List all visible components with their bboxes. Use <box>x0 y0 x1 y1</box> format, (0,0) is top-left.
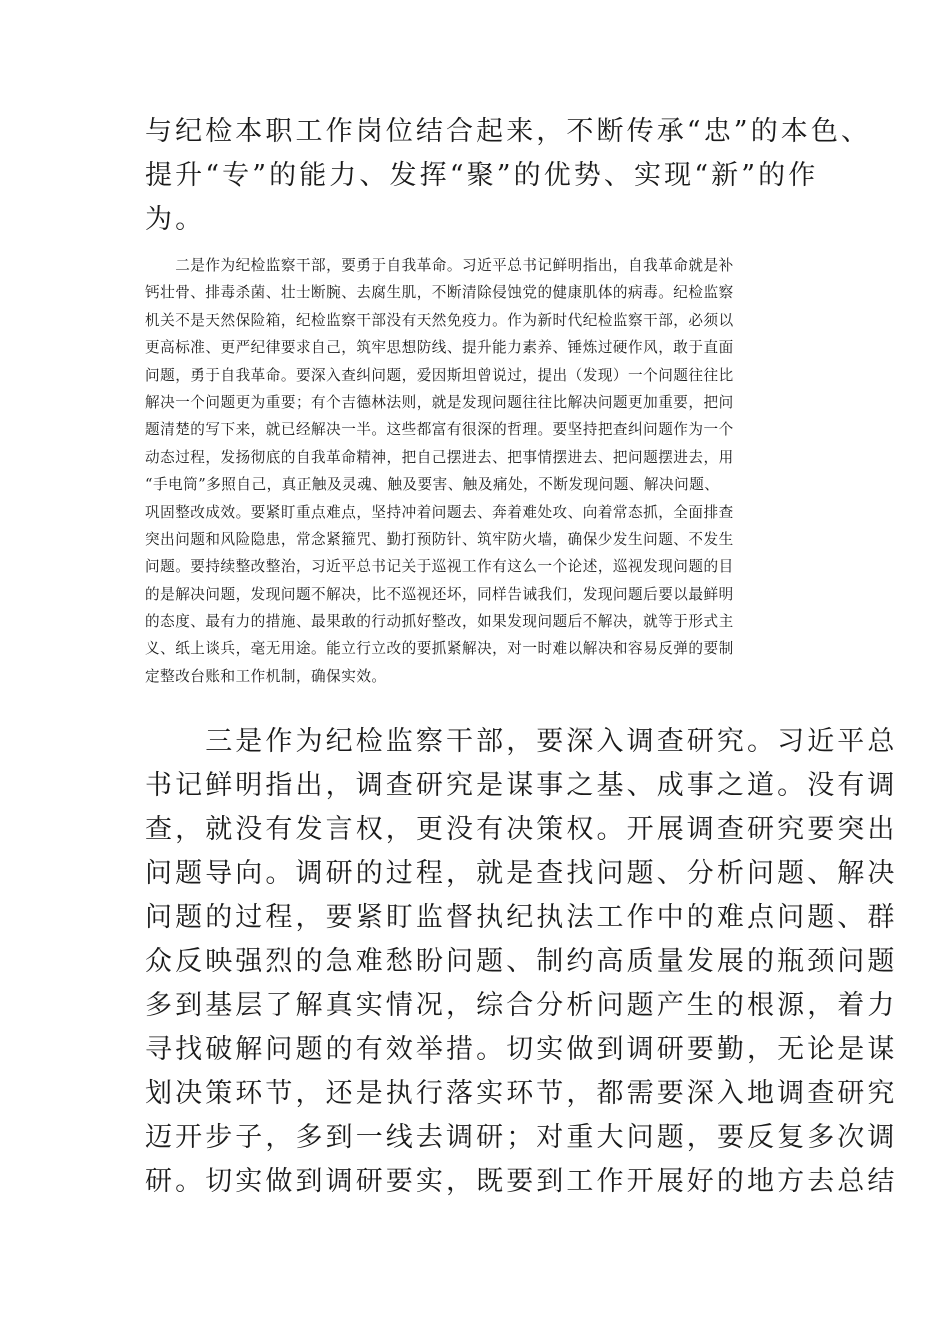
text-line: 二是作为纪检监察干部，要勇于自我革命。习近平总书记鲜明指出，自我革命就是补 <box>145 257 734 274</box>
text-line: 钙壮骨、排毒杀菌、壮士断腕、去腐生肌，不断清除侵蚀党的健康肌体的病毒。纪检监察 <box>145 284 734 302</box>
text-line: 为。 <box>145 204 206 235</box>
paragraph-continued <box>145 110 872 242</box>
text-line: 问题，勇于自我革命。要深入查纠问题，爱因斯坦曾说过，提出（发现）一个问题往往比 <box>145 366 734 384</box>
text-line: 提升“专”的能力、发挥“聚”的优势、实现“新”的作 <box>145 160 819 191</box>
text-line: 问题的过程，要紧盯监督执纪执法工作中的难点问题、群 <box>145 902 898 933</box>
text-line: 巩固整改成效。要紧盯重点难点，坚持冲着问题去、奔着难处攻、向着常态抓，全面排查 <box>145 503 734 521</box>
paragraph-second <box>145 252 805 690</box>
text-line: 多到基层了解真实情况，综合分析问题产生的根源，着力 <box>145 990 898 1021</box>
text-line: 划决策环节，还是执行落实环节，都需要深入地调查研究 <box>145 1078 898 1109</box>
text-line: 更高标准、更严纪律要求自己，筑牢思想防线、提升能力素养、锤炼过硬作风，敢于直面 <box>145 339 734 357</box>
text-line: 动态过程，发扬彻底的自我革命精神，把自己摆进去、把事情摆进去、把问题摆进去，用 <box>145 448 734 466</box>
text-line: 问题导向。调研的过程，就是查找问题、分析问题、解决 <box>145 858 898 889</box>
text-line: 突出问题和风险隐患，常念紧箍咒、勤打预防针、筑牢防火墙，确保少发生问题、不发生 <box>145 530 734 548</box>
text-line: 机关不是天然保险箱，纪检监察干部没有天然免疫力。作为新时代纪检监察干部，必须以 <box>145 311 734 329</box>
text-line: 众反映强烈的急难愁盼问题、制约高质量发展的瓶颈问题 <box>145 946 898 977</box>
text-line: 书记鲜明指出，调查研究是谋事之基、成事之道。没有调 <box>145 770 898 801</box>
text-line: 定整改台账和工作机制，确保实效。 <box>145 667 387 685</box>
text-line: 研。切实做到调研要实，既要到工作开展好的地方去总结 <box>145 1166 898 1197</box>
text-line: 查，就没有发言权，更没有决策权。开展调查研究要突出 <box>145 814 898 845</box>
text-line: 解决一个问题更为重要；有个吉德林法则，就是发现问题往往比解决问题更加重要，把问 <box>145 393 734 411</box>
text-line: 的是解决问题，发现问题不解决，比不巡视还坏，同样告诫我们，发现问题后要以最鲜明 <box>145 585 734 603</box>
paragraph-third <box>145 720 898 1204</box>
text-line: 与纪检本职工作岗位结合起来，不断传承“忠”的本色、 <box>145 116 872 147</box>
text-line: 三是作为纪检监察干部，要深入调查研究。习近平总 <box>145 726 898 757</box>
text-line: 的态度、最有力的措施、最果敢的行动抓好整改，如果发现问题后不解决，就等于形式主 <box>145 613 734 631</box>
text-line: 题清楚的写下来，就已经解决一半。这些都富有很深的哲理。要坚持把查纠问题作为一个 <box>145 421 734 439</box>
text-line: 迈开步子，多到一线去调研；对重大问题，要反复多次调 <box>145 1122 898 1153</box>
text-line: “手电筒”多照自己，真正触及灵魂、触及要害、触及痛处，不断发现问题、解决问题、 <box>145 476 720 494</box>
text-line: 问题。要持续整改整治，习近平总书记关于巡视工作有这么一个论述，巡视发现问题的目 <box>145 558 734 576</box>
text-line: 义、纸上谈兵，毫无用途。能立行立改的要抓紧解决，对一时难以解决和容易反弹的要制 <box>145 640 734 658</box>
text-line: 寻找破解问题的有效举措。切实做到调研要勤，无论是谋 <box>145 1034 898 1065</box>
